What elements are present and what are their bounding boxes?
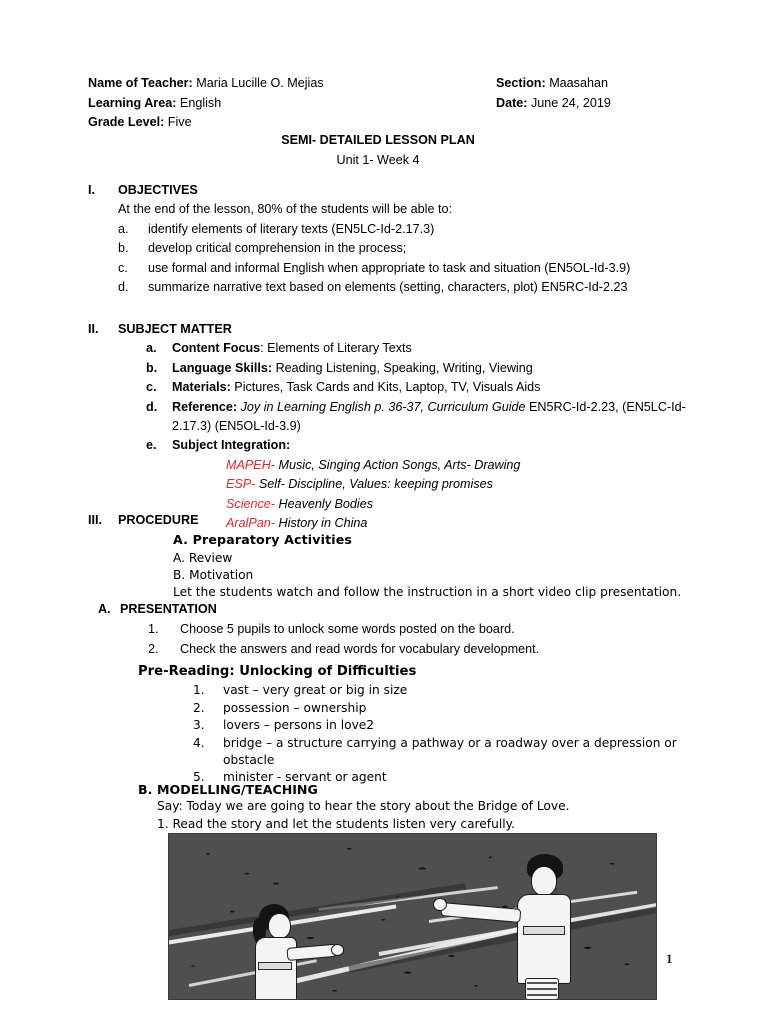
content-focus-label: Content Focus: [172, 341, 261, 356]
header-row: [88, 74, 688, 94]
integration-row: [226, 456, 688, 475]
list-item-marker: c.: [146, 380, 157, 395]
date-label: Date:: [496, 95, 528, 110]
figure-sash: [523, 926, 565, 935]
list-item-marker: 3.: [193, 718, 205, 733]
list-item-marker: b.: [118, 241, 129, 256]
subject-matter-heading-text: SUBJECT MATTER: [118, 322, 232, 336]
objectives-intro: At the end of the lesson, 80% of the students will be able to:: [118, 202, 452, 217]
presentation-marker: A.: [98, 602, 111, 616]
teacher-value: Maria Lucille O. Mejias: [196, 76, 324, 90]
list-item: [193, 717, 698, 734]
modelling-heading: [138, 781, 698, 798]
subject-matter-numeral: II.: [88, 322, 99, 336]
reference-title: Joy in Learning English p. 36-37, Curriculum Guide: [240, 399, 526, 414]
learning-area-value: English: [179, 95, 222, 110]
document-header: [88, 74, 688, 133]
preparatory-activities-text: Preparatory Activities: [192, 532, 353, 548]
modelling-line: 1. Read the story and let the students listen very carefully.: [157, 816, 515, 831]
objectives-numeral: I.: [88, 183, 95, 197]
prep-subitem: B. Motivation: [173, 567, 254, 582]
integration-subject: MAPEH-: [226, 457, 275, 472]
figure-leg-detail: [527, 994, 557, 996]
list-item-marker: 2.: [148, 641, 159, 656]
integration-detail: Self- Discipline, Values: keeping promises: [258, 477, 493, 492]
date-field: [496, 94, 611, 114]
subject-integration-label: Subject Integration:: [172, 438, 291, 453]
list-item-text: bridge – a structure carrying a pathway or a roadway over a depression or obstacle: [223, 735, 677, 768]
preparatory-activities-marker: A.: [173, 532, 189, 548]
objectives-list: [118, 220, 688, 298]
figure-hand: [331, 944, 344, 956]
list-item-marker: b.: [146, 360, 158, 375]
list-item-marker: 1.: [193, 683, 205, 698]
language-skills-label: Language Skills:: [172, 360, 273, 375]
learning-area-field: [88, 94, 221, 114]
list-item: [118, 259, 688, 278]
list-item-text: possession – ownership: [223, 700, 367, 715]
list-item: [148, 620, 688, 639]
list-item: [118, 220, 688, 239]
materials-value: Pictures, Task Cards and Kits, Laptop, TV, Visuals Aids: [234, 380, 541, 395]
list-item: [193, 735, 698, 770]
integration-detail: Heavenly Bodies: [278, 496, 374, 511]
teacher-label: Name of Teacher:: [88, 76, 193, 90]
story-illustration: [168, 833, 657, 1000]
list-item: [118, 278, 688, 297]
reference-label: Reference:: [172, 399, 238, 414]
list-item: [193, 700, 698, 717]
integration-detail: History in China: [278, 516, 368, 531]
page-subtitle: Unit 1- Week 4: [336, 152, 420, 167]
list-item-marker: e.: [146, 438, 157, 453]
content-focus-value: Elements of Literary Texts: [267, 341, 412, 356]
materials-label: Materials:: [172, 380, 231, 395]
figure-leg-detail: [527, 982, 557, 984]
figure-leg-detail: [527, 988, 557, 990]
list-item: [193, 682, 698, 699]
integration-subject: Science-: [226, 496, 275, 511]
content-focus-separator: :: [260, 341, 264, 356]
list-item-text: Check the answers and read words for vocabulary development.: [180, 641, 540, 656]
list-item-marker: a.: [118, 221, 129, 236]
list-item-marker: a.: [146, 341, 157, 356]
preparatory-activities-heading: [173, 530, 688, 549]
prep-subitem: A. Review: [173, 550, 233, 565]
section-procedure: [88, 511, 688, 601]
presentation-heading-text: PRESENTATION: [120, 602, 217, 616]
list-item-marker: 4.: [193, 735, 205, 750]
page-number: 1: [666, 951, 673, 966]
prereading-heading: Pre-Reading: Unlocking of Difficulties: [138, 664, 417, 679]
figure-head: [268, 913, 291, 939]
list-item-text: summarize narrative text based on elements (setting, characters, plot) EN5RC-Id-2.23: [148, 280, 628, 295]
modelling-line: Say: Today we are going to hear the story about the Bridge of Love.: [157, 799, 570, 814]
section-value: Maasahan: [549, 76, 608, 90]
figure-hand: [433, 898, 447, 911]
list-item-marker: 1.: [148, 622, 159, 637]
subject-matter-list: [146, 339, 688, 455]
list-item: [146, 436, 688, 455]
header-row: [88, 94, 688, 114]
list-item: [118, 239, 688, 258]
subject-matter-heading: [88, 320, 688, 339]
date-value: June 24, 2019: [531, 95, 611, 110]
list-item-marker: 5.: [193, 770, 205, 785]
list-item-text: develop critical comprehension in the process;: [148, 241, 407, 256]
integration-row: [226, 475, 688, 494]
list-item-text: minister - servant or agent: [223, 770, 387, 785]
list-item-text: identify elements of literary texts (EN5LC-Id-2.17.3): [148, 221, 435, 236]
section-prereading: [138, 663, 698, 787]
list-item: [146, 398, 688, 437]
grade-level-field: [88, 113, 192, 133]
list-item-text: Choose 5 pupils to unlock some words posted on the board.: [180, 622, 515, 637]
section-subject-matter: [88, 320, 688, 533]
figure-head: [531, 866, 557, 896]
procedure-heading: [88, 511, 688, 530]
learning-area-label: Learning Area:: [88, 95, 177, 110]
document-title-block: [88, 131, 668, 170]
page-title: SEMI- DETAILED LESSON PLAN: [281, 133, 475, 147]
section-field: [496, 74, 608, 94]
list-item-marker: 2.: [193, 700, 205, 715]
integration-subject: AralPan-: [226, 516, 275, 531]
section-modelling: [138, 781, 698, 833]
list-item-text: vast – very great or big in size: [223, 683, 408, 698]
grade-level-label: Grade Level:: [88, 115, 165, 129]
list-item: [148, 640, 688, 659]
presentation-list: [148, 620, 688, 659]
list-item-text: use formal and informal English when appropriate to task and situation (EN5OL-Id-3.9): [148, 260, 631, 275]
presentation-heading: [88, 600, 688, 619]
preparatory-activities-body: [173, 550, 688, 601]
integration-detail: Music, Singing Action Songs, Arts- Drawing: [278, 457, 521, 472]
list-item: [146, 339, 688, 358]
procedure-numeral: III.: [88, 513, 102, 527]
integration-subject: ESP-: [226, 477, 256, 492]
objectives-heading: [88, 181, 688, 200]
prereading-vocabulary-list: [193, 682, 698, 786]
modelling-heading-text: MODELLING/TEACHING: [157, 782, 318, 797]
header-row: [88, 113, 688, 133]
grade-level-value: Five: [167, 115, 192, 129]
list-item-text: lovers – persons in love2: [223, 718, 375, 733]
illustration-figure-right: [499, 854, 589, 1000]
modelling-marker: B.: [138, 782, 153, 797]
language-skills-value: Reading Listening, Speaking, Writing, Viewing: [275, 360, 533, 375]
teacher-field: [88, 74, 324, 94]
list-item: [146, 378, 688, 397]
procedure-heading-text: PROCEDURE: [118, 513, 199, 527]
list-item: [146, 359, 688, 378]
figure-sash: [258, 962, 292, 970]
section-objectives: [88, 181, 688, 297]
modelling-body: [157, 798, 698, 833]
section-label: Section:: [496, 76, 546, 90]
illustration-figure-left: [247, 904, 319, 1000]
reference-codes: EN5RC-Id-2.23, (EN5LC-Id-2.17.3) (EN5OL-Id-3.9): [172, 399, 686, 434]
prep-note: Let the students watch and follow the instruction in a short video clip presentation.: [173, 584, 682, 599]
list-item-marker: c.: [118, 260, 128, 275]
list-item-marker: d.: [146, 399, 158, 414]
list-item-marker: d.: [118, 280, 129, 295]
objectives-heading-text: OBJECTIVES: [118, 183, 198, 197]
figure-robe: [517, 894, 571, 984]
section-presentation: [88, 600, 688, 659]
